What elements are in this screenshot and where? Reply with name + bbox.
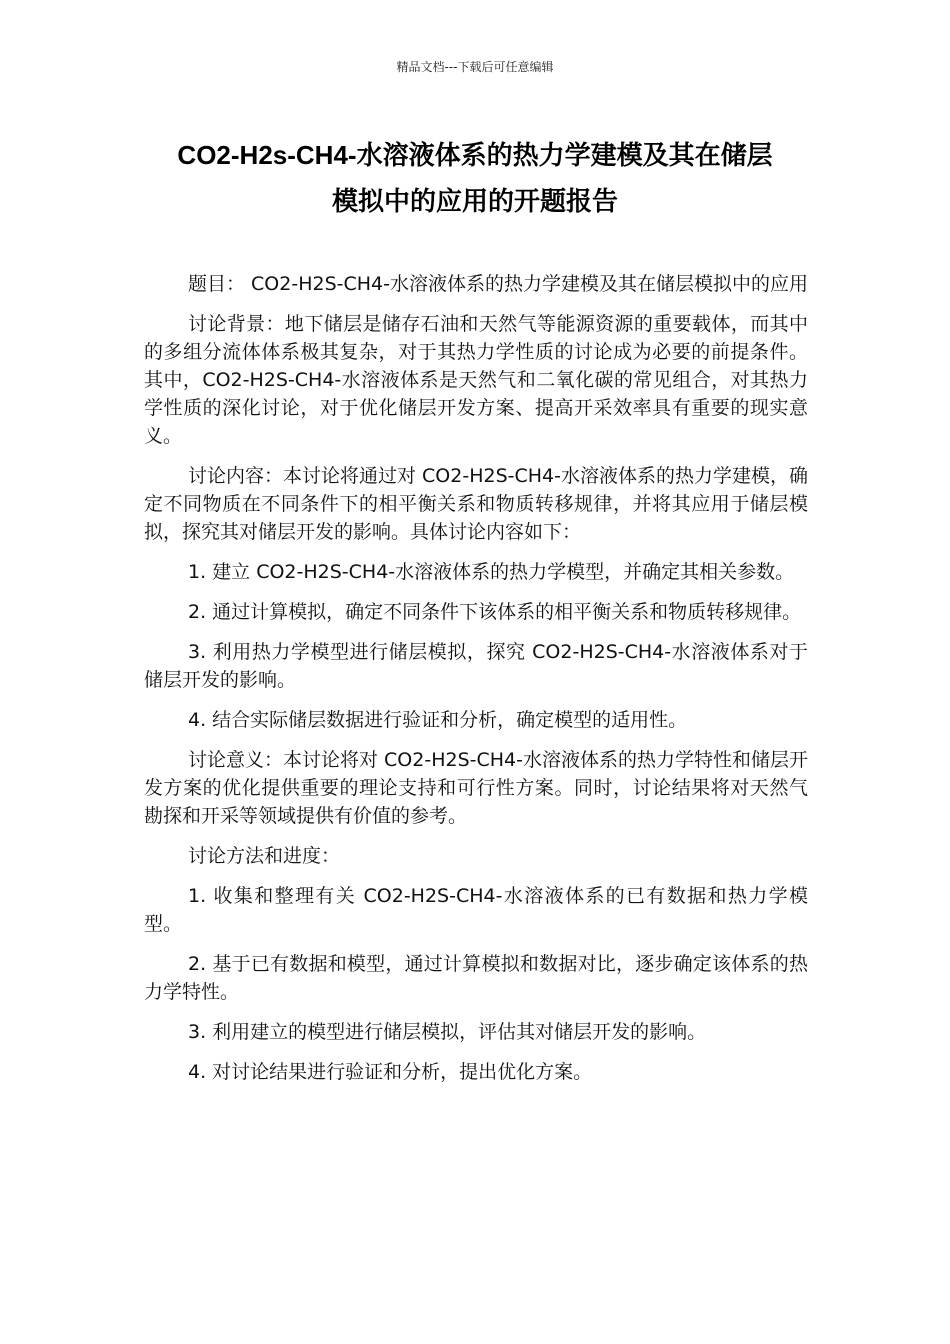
paragraph-topic: 题目： CO2-H2S-CH4-水溶液体系的热力学建模及其在储层模拟中的应用 [188,273,808,295]
paragraph-content: 讨论内容：本讨论将通过对 CO2-H2S-CH4-水溶液体系的热力学建模，确定不同物质在不同条件下的相平衡关系和物质转移规律，并将其应用于储层模拟，探究其对储层开发的影响。具体讨论内容如下： [144,465,808,543]
title-line-1: CO2-H2s-CH4-水溶液体系的热力学建模及其在储层 [177,140,773,170]
document-title [120,132,830,224]
document-body [144,270,808,1098]
content-item-2: 2. 通过计算模拟，确定不同条件下该体系的相平衡关系和物质转移规律。 [188,601,802,623]
title-line-2: 模拟中的应用的开题报告 [331,186,618,216]
paragraph-methods-heading: 讨论方法和进度： [188,845,341,867]
paragraph-significance: 讨论意义：本讨论将对 CO2-H2S-CH4-水溶液体系的热力学特性和储层开发方案的优化提供重要的理论支持和可行性方案。同时，讨论结果将对天然气勘探和开采等领域提供有价值的参考。 [144,749,808,827]
content-item-3: 3. 利用热力学模型进行储层模拟，探究 CO2-H2S-CH4-水溶液体系对于储层开发的影响。 [144,641,808,691]
header-note: 精品文档---下载后可任意编辑 [396,60,554,74]
method-item-2: 2. 基于已有数据和模型，通过计算模拟和数据对比，逐步确定该体系的热力学特性。 [144,953,808,1003]
paragraph-background: 讨论背景：地下储层是储存石油和天然气等能源资源的重要载体，而其中的多组分流体体系极其复杂，对于其热力学性质的讨论成为必要的前提条件。其中，CO2-H2S-CH4-水溶液体系是天然气和二氧化碳的常见组合，对其热力学性质的深化讨论，对于优化储层开发方案、提高开采效率具有重要的现实意义。 [144,313,808,447]
content-item-1: 1. 建立 CO2-H2S-CH4-水溶液体系的热力学模型，并确定其相关参数。 [188,561,795,583]
method-item-3: 3. 利用建立的模型进行储层模拟，评估其对储层开发的影响。 [188,1021,707,1043]
method-item-1: 1. 收集和整理有关 CO2-H2S-CH4-水溶液体系的已有数据和热力学模型。 [144,885,808,935]
method-item-4: 4. 对讨论结果进行验证和分析，提出优化方案。 [188,1061,593,1083]
content-item-4: 4. 结合实际储层数据进行验证和分析，确定模型的适用性。 [188,709,688,731]
